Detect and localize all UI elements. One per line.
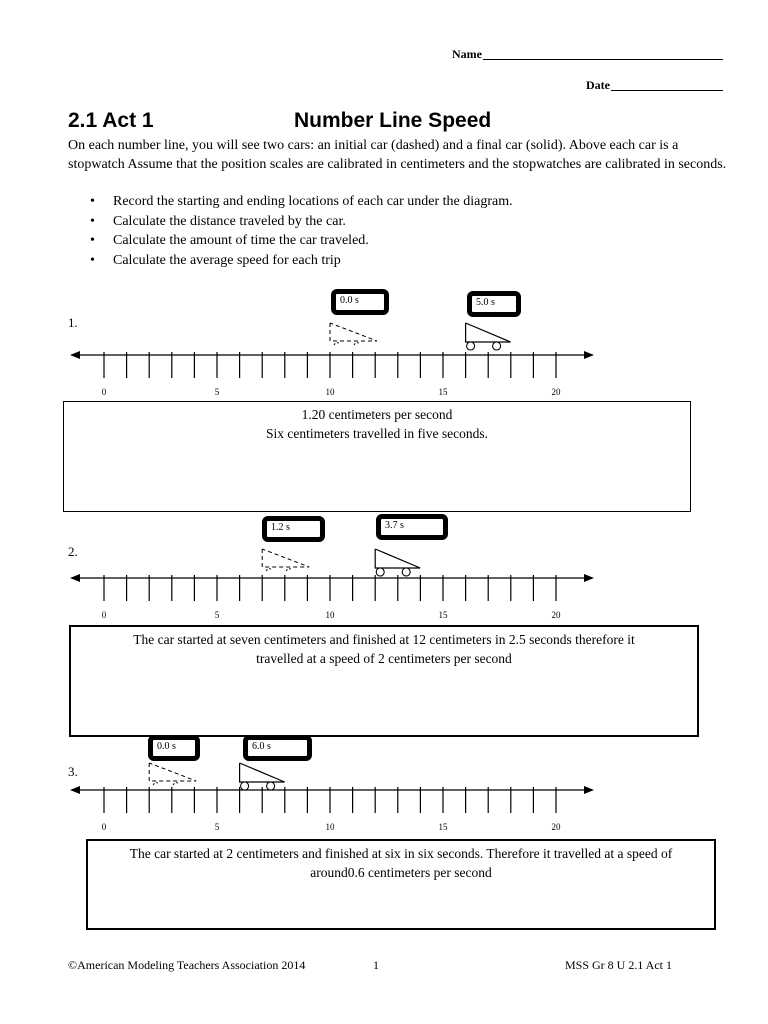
tick-label: 15 — [438, 387, 448, 397]
problem-1-answer-box[interactable] — [63, 401, 691, 512]
right-arrow-icon — [584, 574, 594, 582]
left-arrow-icon — [70, 786, 80, 794]
tick-label: 5 — [214, 387, 220, 397]
copyright-text: ©American Modeling Teachers Association 2014 — [68, 958, 306, 972]
tick-label: 15 — [438, 610, 448, 620]
tick-label: 15 — [438, 822, 448, 832]
tick-label: 0 — [101, 610, 107, 620]
activity-title: 2.1 Act 1 — [68, 109, 154, 132]
problem-3-answer-box[interactable] — [86, 839, 716, 930]
instruction-item: • Calculate the amount of time the car traveled. — [90, 231, 513, 251]
initial-car-wheels-icon — [266, 569, 292, 572]
answer-line: 1.20 centimeters per second — [301, 407, 453, 422]
final-car-icon — [466, 323, 511, 342]
date-label: Date — [586, 78, 610, 92]
final-car-wheel-icon — [241, 782, 249, 790]
page-number: 1 — [373, 958, 379, 972]
answer-line: Six centimeters travelled in five seconds. — [266, 425, 488, 441]
name-label: Name — [452, 47, 482, 61]
tick-label: 20 — [551, 387, 561, 397]
problem-1-start-stopwatch — [331, 289, 389, 315]
final-car-wheel-icon — [402, 568, 410, 576]
answer-line: travelled at a speed of 2 centimeters per second — [256, 650, 512, 666]
problem-3-number-line — [0, 750, 768, 840]
final-car-wheel-icon — [467, 342, 475, 350]
intro-paragraph: On each number line, you will see two cars: an initial car (dashed) and a final car (solid). Above each car is a stopwatch Assume that the position scales are calibrated in centimeters and the stopwatches are calibrated in seconds. — [68, 138, 727, 172]
stopwatch-time: 0.0 s — [340, 295, 359, 306]
initial-car-icon — [262, 549, 309, 567]
tick-label: 5 — [214, 822, 220, 832]
initial-car-wheels-icon — [153, 783, 179, 786]
problem-3-number: 3. — [68, 764, 78, 779]
tick-label: 10 — [325, 822, 335, 832]
problem-1-end-stopwatch — [467, 291, 521, 317]
right-arrow-icon — [584, 351, 594, 359]
answer-line: The car started at seven centimeters and finished at 12 centimeters in 2.5 seconds therefore it — [133, 632, 635, 647]
problem-1-number-line — [0, 315, 768, 405]
problem-2-answer-box[interactable] — [69, 625, 699, 737]
left-arrow-icon — [70, 574, 80, 582]
final-car-wheel-icon — [493, 342, 501, 350]
final-car-wheel-icon — [376, 568, 384, 576]
tick-label: 10 — [325, 610, 335, 620]
tick-label: 0 — [101, 387, 107, 397]
problem-2-end-stopwatch — [376, 514, 448, 540]
stopwatch-time: 5.0 s — [476, 297, 495, 308]
final-car-wheel-icon — [267, 782, 275, 790]
name-blank-line — [483, 59, 723, 60]
initial-car-icon — [330, 323, 377, 341]
course-code: MSS Gr 8 U 2.1 Act 1 — [565, 958, 673, 972]
tick-label: 20 — [551, 610, 561, 620]
right-arrow-icon — [584, 786, 594, 794]
problem-2-number: 2. — [68, 544, 78, 559]
final-car-icon — [375, 549, 420, 568]
instruction-list — [90, 192, 513, 270]
stopwatch-time: 1.2 s — [271, 522, 290, 533]
page-title: Number Line Speed — [294, 109, 492, 132]
answer-line: around0.6 centimeters per second — [310, 864, 492, 880]
tick-label: 0 — [101, 822, 107, 832]
stopwatch-time: 6.0 s — [252, 741, 271, 752]
left-arrow-icon — [70, 351, 80, 359]
problem-2-number-line — [0, 538, 768, 628]
stopwatch-time: 3.7 s — [385, 520, 404, 531]
date-blank-line — [611, 90, 723, 91]
final-car-icon — [240, 763, 285, 782]
instruction-item: • Record the starting and ending locations of each car under the diagram. — [90, 192, 513, 212]
problem-1-number: 1. — [68, 315, 78, 330]
stopwatch-time: 0.0 s — [157, 741, 176, 752]
tick-label: 5 — [214, 610, 220, 620]
initial-car-icon — [149, 763, 196, 781]
initial-car-wheels-icon — [334, 343, 360, 346]
tick-label: 10 — [325, 387, 335, 397]
instruction-item: • Calculate the average speed for each trip — [90, 251, 513, 271]
instruction-item: • Calculate the distance traveled by the car. — [90, 212, 513, 232]
answer-line: The car started at 2 centimeters and finished at six in six seconds. Therefore it travelled at a speed of — [129, 846, 673, 861]
tick-label: 20 — [551, 822, 561, 832]
